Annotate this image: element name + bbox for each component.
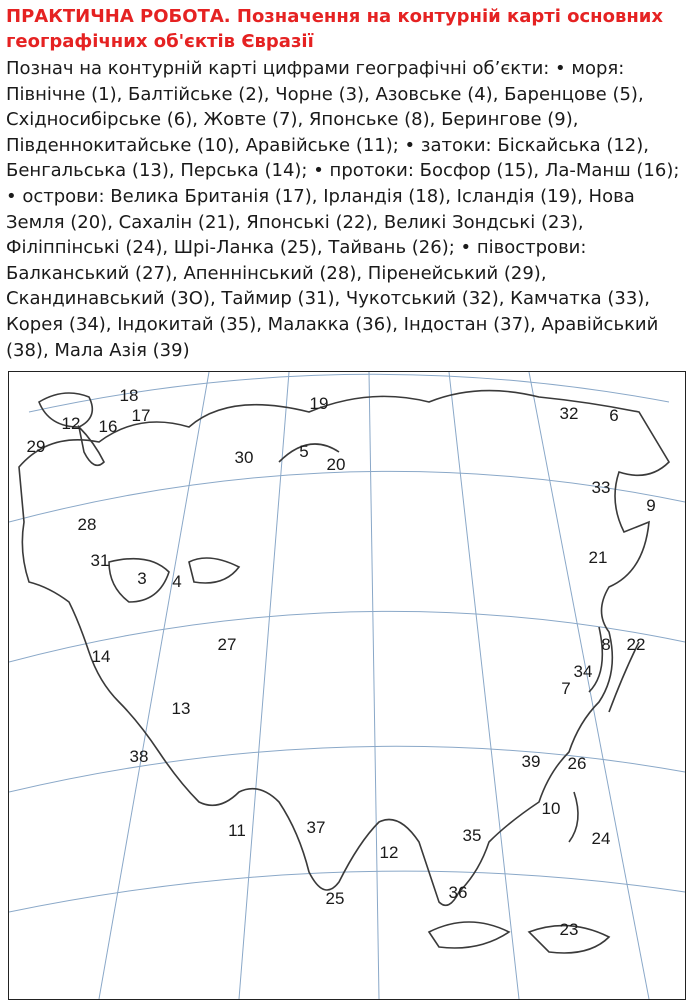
graticule — [9, 372, 685, 999]
map-number-label: 17 — [131, 406, 151, 425]
map-number-label: 12 — [379, 843, 399, 862]
map-number-label: 10 — [541, 799, 561, 818]
map-number-label: 34 — [573, 662, 593, 681]
map-number-label: 23 — [559, 920, 579, 939]
map-number-label: 27 — [217, 635, 237, 654]
map-number-label: 37 — [306, 818, 326, 837]
contour-map-eurasia — [8, 371, 686, 1000]
map-number-label: 18 — [119, 386, 139, 405]
map-number-label: 30 — [234, 448, 254, 467]
map-number-label: 20 — [326, 455, 346, 474]
page-title: ПРАКТИЧНА РОБОТА. Позначення на контурній карті основних географічних об'єктів Євразії — [6, 6, 664, 52]
map-number-label: 31 — [90, 551, 110, 570]
map-number-label: 16 — [98, 417, 118, 436]
map-number-label: 11 — [228, 821, 246, 840]
map-number-label: 12 — [61, 414, 81, 433]
map-number-label: 8 — [601, 635, 611, 654]
map-number-label: 38 — [129, 747, 149, 766]
map-number-label: 14 — [91, 647, 111, 666]
map-number-label: 29 — [26, 437, 46, 456]
map-number-label: 24 — [591, 829, 611, 848]
map-number-label: 22 — [626, 635, 646, 654]
map-number-label: 32 — [559, 404, 579, 423]
map-number-label: 3 — [137, 569, 147, 588]
map-number-label: 26 — [567, 754, 587, 773]
map-number-label: 7 — [561, 679, 571, 698]
map-number-label: 39 — [521, 752, 541, 771]
map-outline — [9, 372, 685, 999]
map-number-label: 13 — [171, 699, 191, 718]
map-number-label: 5 — [299, 442, 309, 461]
map-number-label: 4 — [172, 572, 182, 591]
map-number-label: 35 — [462, 826, 482, 845]
map-number-label: 9 — [646, 496, 656, 515]
map-number-label: 36 — [448, 883, 468, 902]
map-number-label: 25 — [325, 889, 345, 908]
map-number-label: 21 — [588, 548, 608, 567]
task-instructions: Познач на контурній карті цифрами географічні об’єкти: • моря: Північне (1), Балтійське (2), Чорне (3), Азовське (4), Баренцове (5), Східносибірське (6), Жовте (7), Японське (8), Берингове (9), Південнокитайське (10), Аравійське (11); • затоки: Біскайська (12), Бенгальська (13), Перська (14); • протоки: Босфор (15), Ла-Манш (16); • острови: Велика Британія (17), Ірландія (18), Ісландія (19), Нова Земля (20), Сахалін (21), Японські (22), Великі Зондські (23), Філіппінські (24), Шрі-Ланка (25), Тайвань (26); • півострови: Балканський (27), Апеннінський (28), Піренейський (29), Скандинавський (3О), Таймир (31), Чукотський (32), Камчатка (33), Корея (34), Індокитай (35), Малакка (36), Індостан (37), Аравійський (38), Мала Азія (39) — [6, 58, 680, 361]
map-number-label: 6 — [609, 406, 619, 425]
map-number-label: 28 — [77, 515, 97, 534]
map-number-label: 19 — [309, 394, 329, 413]
map-number-label: 33 — [591, 478, 611, 497]
